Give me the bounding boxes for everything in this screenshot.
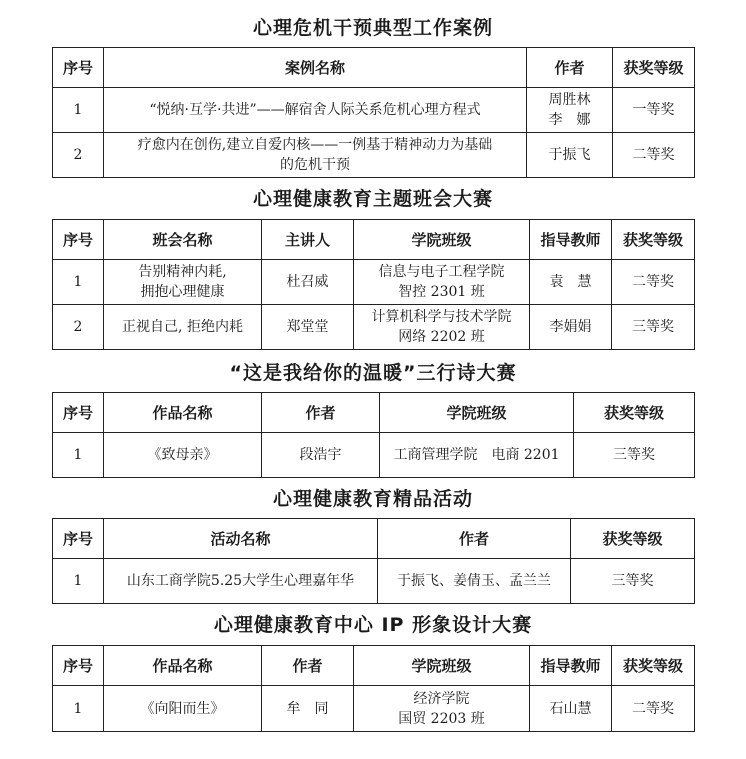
table-cell: 三等奖 [612,305,695,350]
section-2-title: 心理健康教育主题班会大赛 [252,188,493,210]
table-cell: 工商管理学院 电商 2201 [380,433,574,478]
table-cell: 计算机科学与技术学院 网络 2202 班 [354,305,530,350]
table-row [53,559,695,604]
table-cell: 1 [53,260,104,305]
table-cell: 疗愈内在创伤,建立自爱内核——一例基于精神动力为基础 的危机干预 [104,133,527,178]
header-cell: 序号 [53,48,104,88]
table-cell: 二等奖 [612,686,695,732]
table-cell: 石山慧 [530,686,612,732]
table-cell: 郑堂堂 [262,305,354,350]
header-cell: 案例名称 [104,48,527,88]
table-cell: 三等奖 [571,559,695,604]
table-cell: 1 [53,433,104,478]
table-cell: 1 [53,559,104,604]
header-cell: 主讲人 [262,220,354,260]
section-4-table [52,518,695,604]
section-3-title: “这是我给你的温暖”三行诗大赛 [229,362,517,384]
header-cell: 作品名称 [104,646,262,686]
section-1-table [52,47,695,178]
header-cell: 获奖等级 [571,519,695,559]
table-row [53,305,695,350]
header-cell: 作品名称 [104,393,262,433]
section-5-table [52,645,695,732]
table-cell: 告别精神内耗, 拥抱心理健康 [104,260,262,305]
table-header-row [53,220,695,260]
table-cell: 二等奖 [613,133,695,178]
table-cell: 1 [53,686,104,732]
header-cell: 获奖等级 [613,48,695,88]
table-header-row [53,48,695,88]
section-4-title: 心理健康教育精品活动 [272,488,473,510]
header-cell: 学院班级 [354,646,530,686]
table-cell: 《向阳而生》 [104,686,262,732]
table-cell: 杜召威 [262,260,354,305]
table-cell: 信息与电子工程学院 智控 2301 班 [354,260,530,305]
header-cell: 班会名称 [104,220,262,260]
table-cell: 一等奖 [613,88,695,133]
table-cell: 1 [53,88,104,133]
table-cell: 山东工商学院5.25大学生心理嘉年华 [104,559,378,604]
section-1-title: 心理危机干预典型工作案例 [252,17,493,39]
table-cell: 于振飞 [527,133,613,178]
header-cell: 序号 [53,646,104,686]
table-cell: 2 [53,305,104,350]
table-cell: 于振飞、姜倩玉、孟兰兰 [378,559,571,604]
table-row [53,686,695,732]
table-cell: 《致母亲》 [104,433,262,478]
table-cell: 二等奖 [612,260,695,305]
header-cell: 作者 [378,519,571,559]
table-cell: 段浩宇 [262,433,380,478]
table-header-row [53,646,695,686]
table-cell: 周胜林 李 娜 [527,88,613,133]
table-cell: 正视自己, 拒绝内耗 [104,305,262,350]
header-cell: 序号 [53,519,104,559]
header-cell: 作者 [262,393,380,433]
table-cell: 经济学院 国贸 2203 班 [354,686,530,732]
table-cell: 三等奖 [574,433,695,478]
table-row [53,133,695,178]
table-row [53,88,695,133]
table-row [53,433,695,478]
header-cell: 序号 [53,220,104,260]
header-cell: 序号 [53,393,104,433]
table-row [53,260,695,305]
header-cell: 指导教师 [530,646,612,686]
header-cell: 获奖等级 [612,220,695,260]
section-3-table [52,392,695,478]
header-cell: 作者 [262,646,354,686]
header-cell: 获奖等级 [574,393,695,433]
table-header-row [53,519,695,559]
header-cell: 学院班级 [380,393,574,433]
section-2-table [52,219,695,350]
header-cell: 作者 [527,48,613,88]
table-header-row [53,393,695,433]
table-cell: “悦纳·互学·共进”——解宿舍人际关系危机心理方程式 [104,88,527,133]
section-5-title: 心理健康教育中心 IP 形象设计大赛 [213,614,533,636]
header-cell: 获奖等级 [612,646,695,686]
header-cell: 指导教师 [530,220,612,260]
table-cell: 牟 同 [262,686,354,732]
table-cell: 2 [53,133,104,178]
table-cell: 袁 慧 [530,260,612,305]
header-cell: 活动名称 [104,519,378,559]
header-cell: 学院班级 [354,220,530,260]
table-cell: 李娟娟 [530,305,612,350]
